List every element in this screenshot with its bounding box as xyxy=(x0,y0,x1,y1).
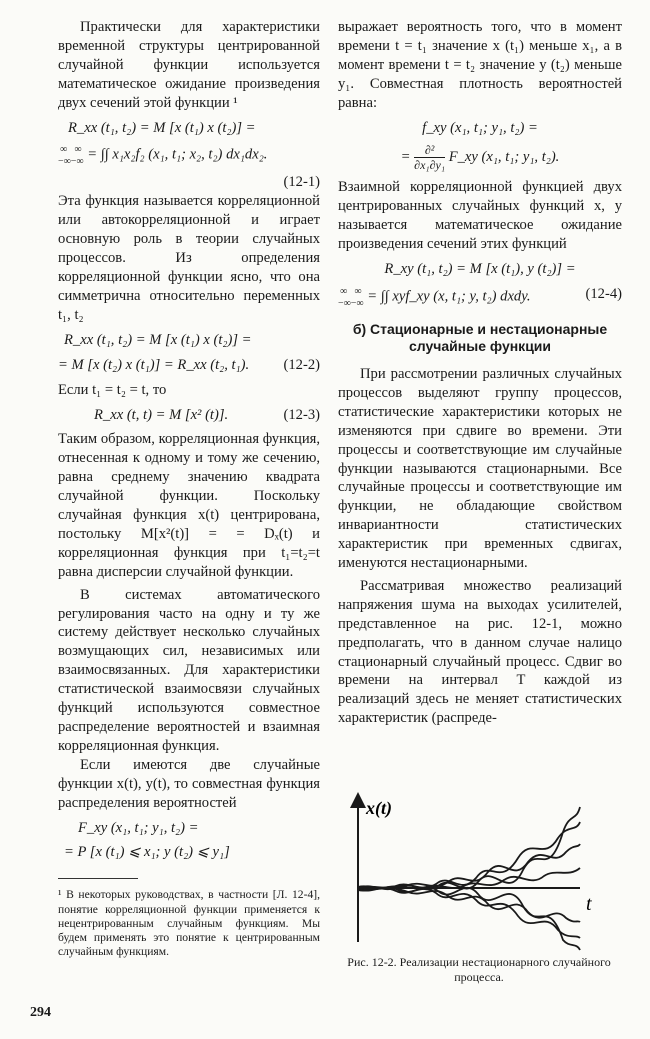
formula-distribution-line2: = P [x (t₁) ⩽ x₁; y (t₂) ⩽ y₁] xyxy=(64,844,230,861)
formula-12-1-line1: R_xx (t₁, t₂) = M [x (t₁) x (t₂)] = xyxy=(68,119,256,136)
realization-curve xyxy=(358,844,580,888)
paragraph: Если t₁ = t₂ = t, то xyxy=(58,381,167,398)
fraction-numerator: ∂² xyxy=(414,143,445,158)
footnote: ¹ В некоторых руководствах, в частности [Л. 12-4], понятие корреляционной функции применяется к нецентрированным случайным функциям. Мы будем применять это понятие к центрированным случайным функциям. xyxy=(58,878,320,959)
formula-12-1-line2: ∞ ∞ −∞−∞ = ∫∫ x₁x₂f₂ (x₁, t₁; x₂, t₂) dx₁dx₂. xyxy=(58,144,268,168)
right-column xyxy=(338,18,622,728)
paragraph: Практически для характеристики временной структуры центрированной случайной функции используется математическое ожидание произведения двух сечений этой функции ¹ xyxy=(58,19,320,111)
figure-plot xyxy=(348,792,610,952)
formula-12-2-line1: R_xx (t₁, t₂) = M [x (t₁) x (t₂)] = xyxy=(64,331,252,348)
paragraph: Если имеются две случайные функции x(t), y(t), то совместная функция распределения вероятностей xyxy=(58,756,320,811)
figure-nonstationary-process xyxy=(348,792,610,958)
realization-curve xyxy=(358,888,580,922)
paragraph: При рассмотрении различных случайных процессов выделяют группу процессов, статистические характеристики которых не изменяются при сдвиге во времени. Эти процессы и соответствующие им случайные функции называются стационарными. Все случайные процессы и соответствующие им функции, не обладающие свойством инвариантности статистических характеристик при временных сдвигах, именуются нестационарными. xyxy=(338,365,622,572)
equation-number-row xyxy=(58,173,320,192)
formula-12-2-line2: = M [x (t₂) x (t₁)] = R_xx (t₂, t₁). (12-2) xyxy=(58,356,320,373)
realization-curve xyxy=(358,888,580,938)
equation-number: (12-3) xyxy=(283,406,320,423)
left-column xyxy=(58,18,320,959)
realization-curves xyxy=(358,807,580,950)
paragraph: Эта функция называется корреляционной или автокорреляционной и играет основную роль в теории случайных процессов. Из определения корреляционной функции ясно, что она симметрична относительно переменных t₁, t₂ xyxy=(58,193,320,323)
figure-caption: Рис. 12-2. Реализации нестационарного случайного процесса. xyxy=(347,955,611,984)
paragraph: Таким образом, корреляционная функция, отнесенная к одному и тому же сечению, равна среднему значению квадрата случайной функции. Поскольку случайная функция x(t) центрирована, постольку M[x²(t)] = = Dₓ(t) и корреляционная функция при t₁=t₂=t равна дисперсии случайной функции. xyxy=(58,431,320,580)
realization-curve xyxy=(358,868,580,889)
formula-density-line2: = ∂² ∂x₁∂y₁ F_xy (x₁, t₁; y₁, t₂). xyxy=(400,143,560,173)
integral-limits: ∞ ∞ −∞−∞ xyxy=(58,144,84,168)
equation-number: (12-2) xyxy=(283,356,320,373)
integral-limits: ∞ ∞ −∞−∞ xyxy=(338,285,364,309)
paragraph: выражает вероятность того, что в момент времени t = t₁ значение x (t₁) меньше x₁, а в момент времени t = t₂ значение y (t₂) меньше y₁. Совместная плотность вероятностей равна: xyxy=(338,19,622,111)
page-number: 294 xyxy=(30,1005,51,1020)
formula-12-4-line2: ∞ ∞ −∞−∞ = ∫∫ xyf_xy (x, t₁; y, t₂) dxdy. (12-4) xyxy=(338,285,622,309)
formula-density-line1: f_xy (x₁, t₁; y₁, t₂) = xyxy=(422,119,538,136)
paragraph: Взаимной корреляционной функцией двух центрированных случайных функций x, y называется математическое ожидание произведения сечений этих функций xyxy=(338,179,622,253)
formula-12-4-line1: R_xy (t₁, t₂) = M [x (t₁), y (t₂)] = xyxy=(384,261,576,278)
paragraph: Рассматривая множество реализаций напряжения шума на выходах усилителей, представленное на рис. 12-1, можно предполагать, что в данном случае налицо стационарный случайный процесс. Сдвиг во времени на интервал T каждой из реализаций здесь не меняет статистических характеристик (распреде- xyxy=(338,577,622,727)
x-axis-label: t xyxy=(586,893,592,915)
fraction-denominator: ∂x₁∂y₁ xyxy=(414,158,446,173)
y-axis-label: x(t) xyxy=(366,798,392,818)
fraction xyxy=(414,143,445,172)
formula-12-3: R_xx (t, t) = M [x² (t)]. (12-3) xyxy=(94,406,320,423)
equation-number: (12-4) xyxy=(585,285,622,302)
paragraph: В системах автоматического регулирования часто на одну и ту же систему действует несколько случайных возмущающих сил, независимых или взаимосвязанных. Для характеристики статистической взаимосвязи случайных функций используются совместное распределение вероятностей и взаимная корреляционная функция. xyxy=(58,586,320,754)
formula-distribution-line1: F_xy (x₁, t₁; y₁, t₂) = xyxy=(78,819,199,836)
equation-number: (12-1) xyxy=(283,174,320,191)
section-heading: б) Стационарные и нестационарные случайные функции xyxy=(352,320,608,354)
